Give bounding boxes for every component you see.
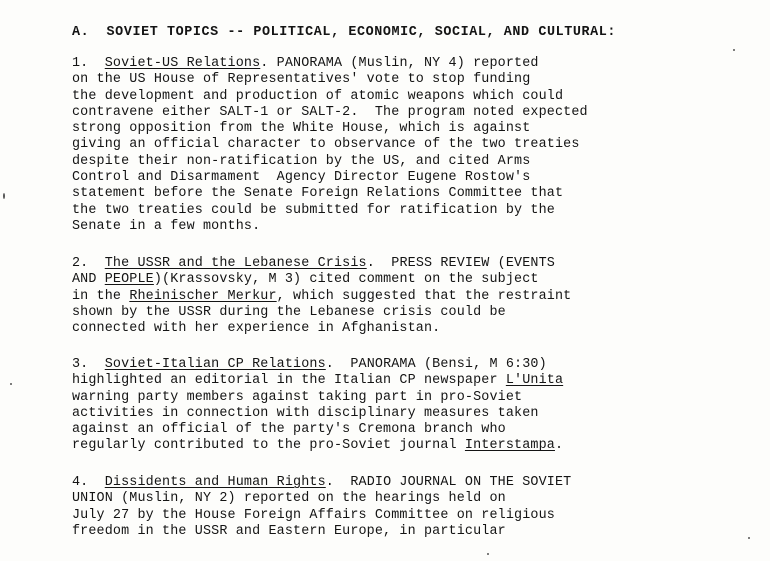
item-2-number: 2. <box>72 256 89 271</box>
item-4-line-3: July 27 by the House Foreign Affairs Committee on religious <box>72 507 555 523</box>
item-1-line-1: 1. Soviet-US Relations. PANORAMA (Muslin, NY 4) reported <box>72 56 539 71</box>
item-2-line-2: AND PEOPLE)(Krassovsky, M 3) cited comment on the subject <box>72 272 539 288</box>
item-1-line-10: the two treaties could be submitted for ratification by the <box>72 202 555 218</box>
item-3-line-5: against an official of the party's Cremona branch who <box>72 422 506 438</box>
item-1-paragraph <box>72 56 588 235</box>
item-3-line-4: activities in connection with disciplinary measures taken <box>72 405 539 421</box>
scan-speck <box>487 553 489 555</box>
scan-speck <box>748 537 750 539</box>
lunita-title: L'Unita <box>505 373 564 389</box>
item-3-title: Soviet-Italian CP Relations <box>104 357 326 372</box>
item-1-line-6: giving an official character to observance of the two treaties <box>72 137 580 153</box>
item-1-line-3: the development and production of atomic weapons which could <box>72 88 564 104</box>
item-3-line-1: 3. Soviet-Italian CP Relations. PANORAMA (Bensi, M 6:30) <box>72 357 547 372</box>
item-2-title: The USSR and the Lebanese Crisis <box>104 256 367 271</box>
item-4-paragraph <box>72 475 571 540</box>
item-3-number: 3. <box>72 357 89 372</box>
item-1-line-9: statement before the Senate Foreign Relations Committee that <box>72 186 564 202</box>
item-2-line-1: 2. The USSR and the Lebanese Crisis. PRESS REVIEW (EVENTS <box>72 256 555 271</box>
scan-speck <box>10 383 12 385</box>
section-heading: A. SOVIET TOPICS -- POLITICAL, ECONOMIC, SOCIAL, AND CULTURAL: <box>72 25 617 40</box>
item-1-line-11: Senate in a few months. <box>72 218 261 234</box>
item-4-line-4: freedom in the USSR and Eastern Europe, in particular <box>72 523 506 539</box>
item-4-line-1: 4. Dissidents and Human Rights. RADIO JOURNAL ON THE SOVIET <box>72 475 572 490</box>
item-1-number: 1. <box>72 56 89 71</box>
item-2-paragraph <box>72 256 571 337</box>
item-3-line-2: highlighted an editorial in the Italian CP newspaper L'Unita <box>72 373 564 389</box>
item-4-line-2: UNION (Muslin, NY 2) reported on the hearings held on <box>72 491 506 507</box>
item-3-line-6: regularly contributed to the pro-Soviet journal Interstampa. <box>72 438 564 454</box>
scan-speck <box>3 193 5 199</box>
item-1-line-8: Control and Disarmament Agency Director Eugene Rostow's <box>72 170 531 186</box>
item-1-title: Soviet-US Relations <box>104 56 261 71</box>
item-1-line-4: contravene either SALT-1 or SALT-2. The program noted expected <box>72 104 588 120</box>
scan-speck <box>733 49 735 51</box>
item-4-title: Dissidents and Human Rights <box>104 475 326 490</box>
item-3-paragraph <box>72 357 563 455</box>
item-4-number: 4. <box>72 475 89 490</box>
item-2-line-3: in the Rheinischer Merkur, which suggested that the restraint <box>72 288 572 304</box>
interstampa-title: Interstampa <box>464 438 555 454</box>
item-3-line-3: warning party members against taking part in pro-Soviet <box>72 389 523 405</box>
item-2-line-4: shown by the USSR during the Lebanese crisis could be <box>72 304 506 320</box>
item-2-line-5: connected with her experience in Afghanistan. <box>72 321 441 337</box>
rheinischer-merkur-title: Rheinischer Merkur <box>129 288 277 304</box>
item-1-line-5: strong opposition from the White House, which is against <box>72 121 531 137</box>
item-1-line-7: despite their non-ratification by the US, and cited Arms <box>72 153 531 169</box>
item-1-line-2: on the US House of Representatives' vote to stop funding <box>72 72 531 88</box>
